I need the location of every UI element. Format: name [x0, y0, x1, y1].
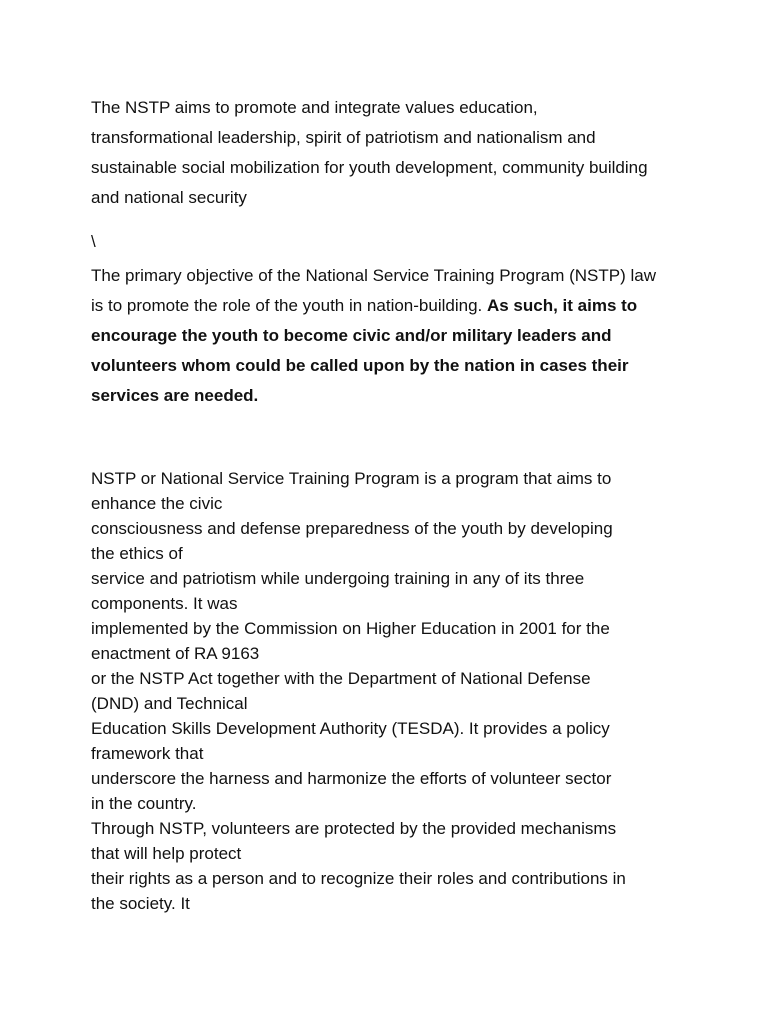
text-line: service and patriotism while undergoing training in any of its three	[91, 569, 585, 588]
text-line: framework that	[91, 744, 204, 763]
paragraph-nstp-definition	[91, 466, 691, 916]
paragraph-primary-objective	[91, 261, 671, 411]
text-line: implemented by the Commission on Higher Education in 2001 for the	[91, 619, 610, 638]
text-line: the ethics of	[91, 544, 183, 563]
text-line: in the country.	[91, 794, 197, 813]
text-line: consciousness and defense preparedness of the youth by developing	[91, 519, 613, 538]
text-line: NSTP or National Service Training Program is a program that aims to	[91, 469, 612, 488]
text-line: or the NSTP Act together with the Department of National Defense	[91, 669, 591, 688]
text-line: enactment of RA 9163	[91, 644, 260, 663]
text-line: (DND) and Technical	[91, 694, 248, 713]
text-line: their rights as a person and to recognize their roles and contributions in	[91, 869, 626, 888]
text-line: components. It was	[91, 594, 238, 613]
separator-backslash: \	[91, 232, 96, 251]
text-line: Education Skills Development Authority (TESDA). It provides a policy	[91, 719, 610, 738]
primary-objective-bold-text: As such, it aims to encourage the youth to become civic and/or military leaders and volunteers whom could be called upon by the nation in cases their services are needed.	[91, 296, 638, 405]
text-line: Through NSTP, volunteers are protected by the provided mechanisms	[91, 819, 617, 838]
text-line: the society. It	[91, 894, 190, 913]
text-line: enhance the civic	[91, 494, 223, 513]
text-line: that will help protect	[91, 844, 242, 863]
primary-objective-text: The primary objective of the National Service Training Program (NSTP) law is to promote the role of the youth in nation-building.	[91, 266, 656, 315]
text-line: underscore the harness and harmonize the efforts of volunteer sector	[91, 769, 612, 788]
paragraph-nstp-aims: The NSTP aims to promote and integrate values education, transformational leadership, spirit of patriotism and nationalism and sustainable social mobilization for youth development, community building and national security	[91, 98, 648, 207]
